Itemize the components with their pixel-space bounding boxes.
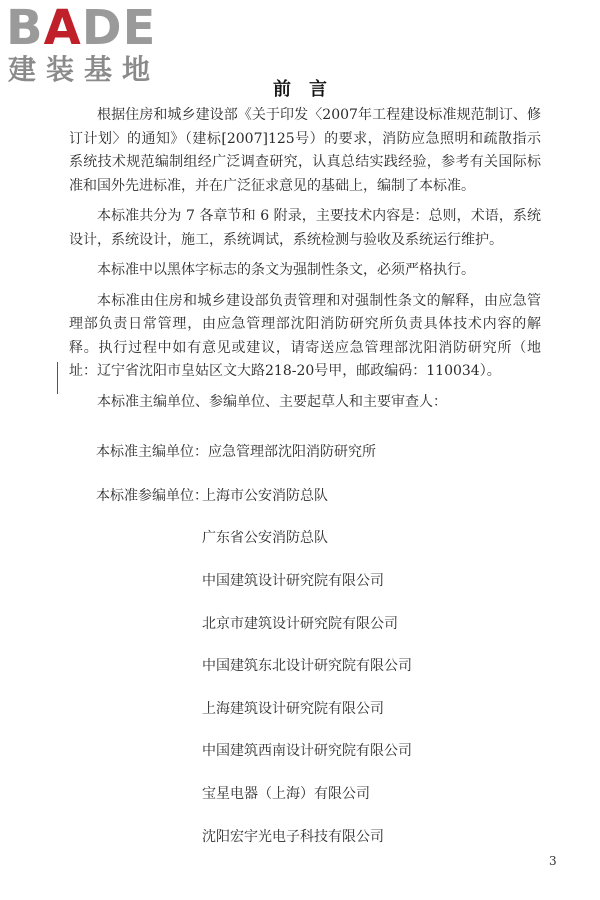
page-title: 前言 [273,79,345,100]
logo-subtitle: 建装基地 [8,53,161,86]
logo-wordmark: BADE [6,0,157,56]
page-number: 3 [549,854,557,868]
participating-label: 本标准参编单位： [96,488,208,504]
paragraph-basis: 根据住房和城乡建设部《关于印发〈2007年工程建设标准规范制订、修订计划〉的通知》（建标[2007]125号）的要求，消防应急照明和疏散指示系统技术规范编制组经广泛调查研究，认真总结实践经验，参考有关国际标准和国外先进标准，并在广泛征求意见的基础上，编制了本标准。 [69,107,541,194]
paragraph-structure: 本标准共分为 7 各章节和 6 附录，主要技术内容是：总则，术语，系统设计，系统设计，施工，系统调试，系统检测与验收及系统运行维护。 [69,208,541,248]
participating-unit: 沈阳宏宇光电子科技有限公司 [202,829,384,845]
margin-revision-mark [57,362,58,394]
paragraph-mandatory: 本标准中以黑体字标志的条文为强制性条文，必须严格执行。 [97,262,475,278]
participating-unit: 中国建筑西南设计研究院有限公司 [202,743,412,759]
participating-unit: 广东省公安消防总队 [202,530,328,546]
participating-unit: 上海建筑设计研究院有限公司 [202,701,384,717]
paragraph-units-intro: 本标准主编单位、参编单位、主要起草人和主要审查人： [97,393,447,410]
participating-unit: 北京市建筑设计研究院有限公司 [202,616,398,632]
paragraph-management: 本标准由住房和城乡建设部负责管理和对强制性条文的解释，由应急管理部负责日常管理，由应急管理部沈阳消防研究所负责具体技术内容的解释。执行过程中如有意见或建议，请寄送应急管理部沈阳消防研究所（地址：辽宁省沈阳市皇姑区文大路218-20号甲，邮政编码：110034）。 [69,292,541,379]
participating-unit: 宝星电器（上海）有限公司 [202,786,370,802]
chief-unit-line: 本标准主编单位：应急管理部沈阳消防研究所 [96,444,376,460]
participating-unit: 中国建筑东北设计研究院有限公司 [202,658,412,674]
participating-unit: 上海市公安消防总队 [202,488,328,504]
preface-body [69,104,541,421]
participating-unit: 中国建筑设计研究院有限公司 [202,573,384,589]
